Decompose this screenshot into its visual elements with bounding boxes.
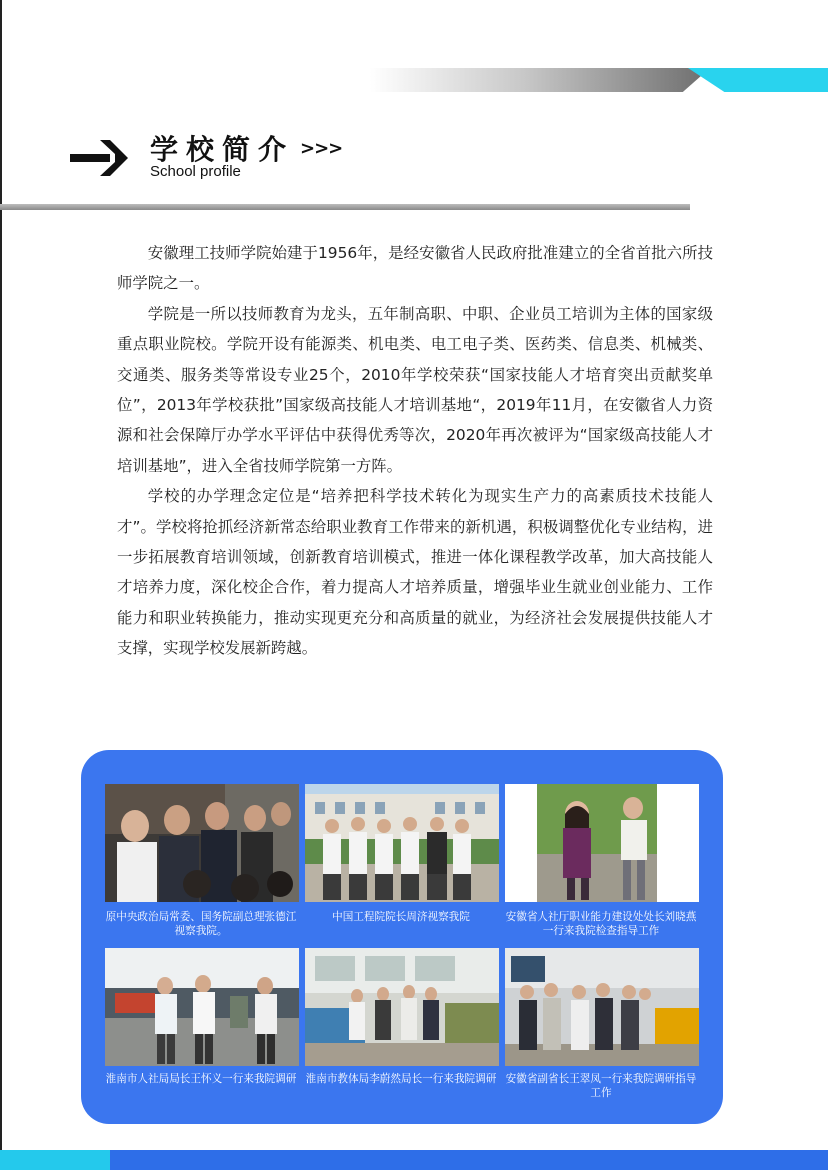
header-divider xyxy=(0,204,690,210)
left-border xyxy=(0,0,2,1150)
photo-visit-5 xyxy=(305,948,499,1066)
title-chevrons: >>> xyxy=(300,138,343,159)
gallery-photo xyxy=(305,784,499,902)
photo-visit-1 xyxy=(105,784,299,902)
profile-text xyxy=(117,238,713,664)
photo-visit-6 xyxy=(505,948,699,1066)
section-title: 学校简介 xyxy=(150,133,295,166)
photo-caption: 原中央政治局常委、国务院副总理张德江视察我院。 xyxy=(105,911,297,937)
gallery-photo xyxy=(105,784,299,902)
paragraph: 安徽理工技师学院始建于1956年，是经安徽省人民政府批准建立的全省首批六所技师学院之一。 xyxy=(117,244,713,293)
gallery-photo xyxy=(505,948,699,1066)
top-gradient-stripe xyxy=(370,68,710,92)
photo-visit-4 xyxy=(105,948,299,1066)
top-decorative-bar xyxy=(370,68,828,92)
photo-visit-2 xyxy=(305,784,499,902)
gallery-photo xyxy=(305,948,499,1066)
top-cyan-stripe xyxy=(688,68,828,92)
photo-caption: 淮南市人社局局长王怀义一行来我院调研 xyxy=(105,1073,297,1085)
photo-visit-3 xyxy=(505,784,699,902)
footer-blue-bar xyxy=(110,1150,828,1170)
photo-caption: 安徽省副省长王翠凤一行来我院调研指导工作 xyxy=(505,1073,697,1099)
photo-caption: 淮南市教体局李蔚然局长一行来我院调研 xyxy=(305,1073,497,1085)
photo-caption: 安徽省人社厅职业能力建设处处长刘晓燕一行来我院检查指导工作 xyxy=(505,911,697,937)
gallery-photo xyxy=(505,784,699,902)
paragraph: 学院是一所以技师教育为龙头，五年制高职、中职、企业员工培训为主体的国家级重点职业院校。学院开设有能源类、机电类、电工电子类、医药类、信息类、机械类、交通类、服务类等常设专业25个，2010年学校荣获“国家技能人才培育突出贡献奖单位”，2013年学校获批”国家级高技能人才培训基地“，2019年11月，在安徽省人力资源和社会保障厅办学水平评估中获得优秀等次，2020年再次被评为“国家级高技能人才培训基地”，进入全省技师学院第一方阵。 xyxy=(117,304,713,475)
paragraph: 学校的办学理念定位是“培养把科学技术转化为现实生产力的高素质技术技能人才”。学校将抢抓经济新常态给职业教育工作带来的新机遇，积极调整优化专业结构，进一步拓展教育培训领域，创新教育培训模式，推进一体化课程教学改革，加大高技能人才培养力度，深化校企合作，着力提高人才培养质量，增强毕业生就业创业能力、工作能力和职业转换能力，推动实现更充分和高质量的就业，为经济社会发展提供技能人才支撑，实现学校发展新跨越。 xyxy=(117,487,713,658)
photo-gallery-panel xyxy=(81,750,723,1124)
gallery-photo xyxy=(105,948,299,1066)
right-arrow-icon xyxy=(70,138,130,178)
footer-cyan-bar xyxy=(0,1150,110,1170)
section-subtitle: School profile xyxy=(150,163,241,180)
photo-caption: 中国工程院院长周济视察我院 xyxy=(332,911,470,923)
